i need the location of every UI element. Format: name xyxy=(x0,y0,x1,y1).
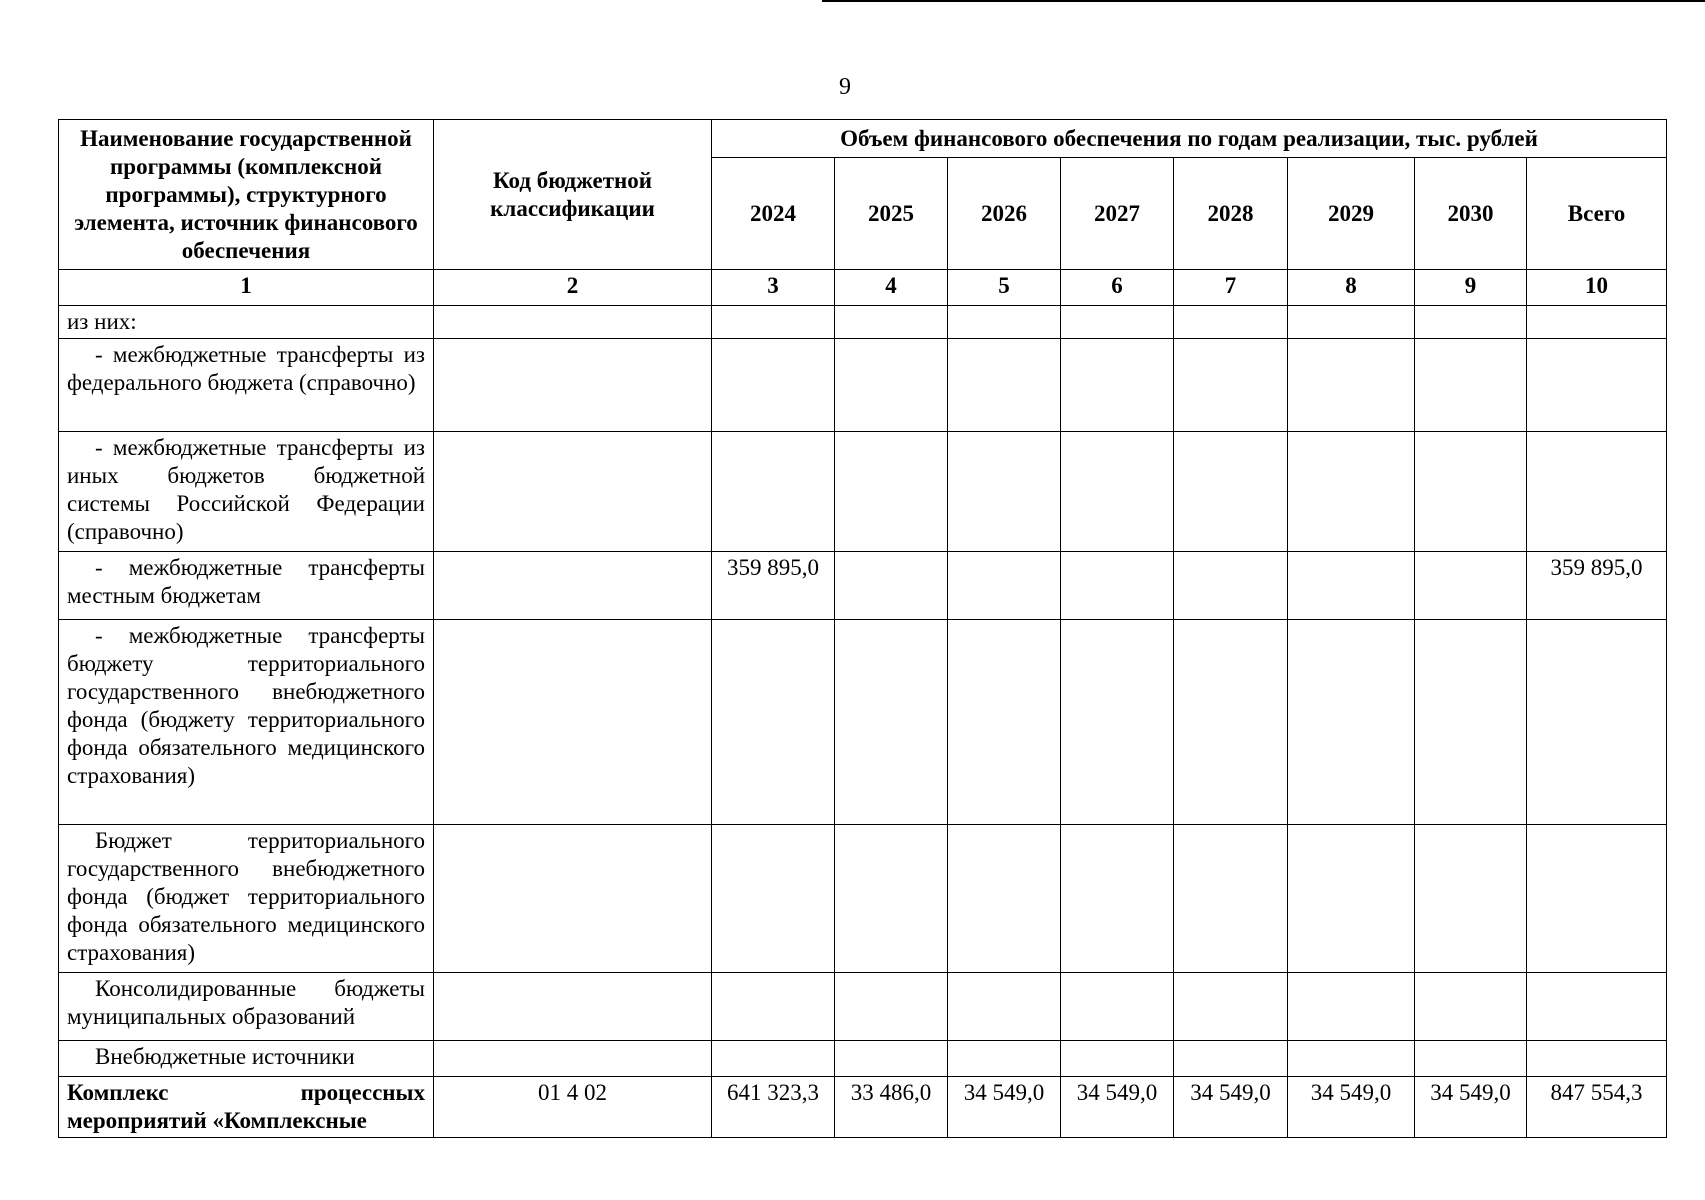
row-value xyxy=(948,339,1061,432)
row-value xyxy=(1061,1041,1174,1077)
row-value xyxy=(1174,973,1288,1041)
row-name: Консолидированные бюджеты муниципальных образований xyxy=(59,973,434,1041)
row-value xyxy=(712,973,835,1041)
row-value xyxy=(948,1041,1061,1077)
table-row xyxy=(59,552,1667,620)
column-number: 4 xyxy=(835,270,948,306)
column-number: 8 xyxy=(1288,270,1415,306)
row-value xyxy=(1174,620,1288,825)
row-value xyxy=(1061,339,1174,432)
row-value xyxy=(835,552,948,620)
row-value xyxy=(712,432,835,552)
column-number: 5 xyxy=(948,270,1061,306)
row-value: 33 486,0 xyxy=(835,1077,948,1138)
row-value xyxy=(1174,552,1288,620)
row-value xyxy=(1527,306,1667,339)
header-code: Код бюджетной классификации xyxy=(434,120,712,270)
row-value xyxy=(1415,973,1527,1041)
row-value xyxy=(1527,973,1667,1041)
row-code xyxy=(434,1041,712,1077)
row-value xyxy=(948,306,1061,339)
row-name: Внебюджетные источники xyxy=(59,1041,434,1077)
header-year: 2028 xyxy=(1174,158,1288,270)
row-name: Бюджет территориального государственного внебюджетного фонда (бюджет территориального фонда обязательного медицинского страхования) xyxy=(59,825,434,973)
header-year: 2027 xyxy=(1061,158,1174,270)
row-value xyxy=(712,339,835,432)
table-row xyxy=(59,306,1667,339)
row-value xyxy=(712,620,835,825)
header-year: 2026 xyxy=(948,158,1061,270)
row-value xyxy=(948,620,1061,825)
row-value xyxy=(948,973,1061,1041)
row-value xyxy=(1288,552,1415,620)
table-row xyxy=(59,1041,1667,1077)
row-value xyxy=(1415,620,1527,825)
row-code xyxy=(434,973,712,1041)
row-value xyxy=(1288,1041,1415,1077)
row-value xyxy=(835,432,948,552)
row-value xyxy=(1415,432,1527,552)
row-value xyxy=(1527,620,1667,825)
row-value: 641 323,3 xyxy=(712,1077,835,1138)
row-value xyxy=(835,306,948,339)
row-value xyxy=(1288,973,1415,1041)
row-value xyxy=(712,825,835,973)
row-value xyxy=(712,1041,835,1077)
row-value xyxy=(1415,552,1527,620)
row-value xyxy=(1288,825,1415,973)
column-number: 3 xyxy=(712,270,835,306)
row-value xyxy=(835,620,948,825)
row-value xyxy=(1174,432,1288,552)
column-number: 2 xyxy=(434,270,712,306)
row-value: 34 549,0 xyxy=(1288,1077,1415,1138)
page-number: 9 xyxy=(839,74,851,100)
row-value xyxy=(835,973,948,1041)
row-value: 34 549,0 xyxy=(1174,1077,1288,1138)
row-value xyxy=(1061,825,1174,973)
row-value: 34 549,0 xyxy=(1061,1077,1174,1138)
column-number: 1 xyxy=(59,270,434,306)
row-value xyxy=(712,306,835,339)
financing-table xyxy=(58,119,1667,1138)
row-value xyxy=(1415,1041,1527,1077)
row-value xyxy=(1288,306,1415,339)
row-name: - межбюджетные трансферты из федерального бюджета (справочно) xyxy=(59,339,434,432)
column-number-row xyxy=(59,270,1667,306)
row-name: - межбюджетные трансферты бюджету территориального государственного внебюджетного фонда (бюджету территориального фонда обязательного медицинского страхования) xyxy=(59,620,434,825)
column-number: 7 xyxy=(1174,270,1288,306)
row-value xyxy=(835,825,948,973)
row-value xyxy=(835,1041,948,1077)
row-value xyxy=(1288,620,1415,825)
row-name: - межбюджетные трансферты из иных бюджетов бюджетной системы Российской Федерации (справочно) xyxy=(59,432,434,552)
row-value xyxy=(1174,1041,1288,1077)
header-name: Наименование государственной программы (комплексной программы), структурного элемента, источник финансового обеспечения xyxy=(59,120,434,270)
row-name: - межбюджетные трансферты местным бюджетам xyxy=(59,552,434,620)
header-group-title: Объем финансового обеспечения по годам реализации, тыс. рублей xyxy=(712,120,1667,158)
row-value xyxy=(948,432,1061,552)
row-code xyxy=(434,620,712,825)
row-value xyxy=(1415,339,1527,432)
header-total: Всего xyxy=(1527,158,1667,270)
table-row xyxy=(59,825,1667,973)
row-value xyxy=(1527,1041,1667,1077)
row-value: 34 549,0 xyxy=(948,1077,1061,1138)
row-value xyxy=(1061,432,1174,552)
header-year: 2030 xyxy=(1415,158,1527,270)
row-value xyxy=(1061,552,1174,620)
row-value: 847 554,3 xyxy=(1527,1077,1667,1138)
header-year: 2029 xyxy=(1288,158,1415,270)
row-value xyxy=(948,825,1061,973)
header-year: 2024 xyxy=(712,158,835,270)
row-code xyxy=(434,306,712,339)
table-row xyxy=(59,973,1667,1041)
row-value xyxy=(1061,306,1174,339)
row-value xyxy=(1288,432,1415,552)
table-row xyxy=(59,1077,1667,1138)
row-value xyxy=(1174,825,1288,973)
header-row-1 xyxy=(59,120,1667,158)
header-year: 2025 xyxy=(835,158,948,270)
row-value xyxy=(1527,432,1667,552)
column-number: 9 xyxy=(1415,270,1527,306)
row-value xyxy=(1415,825,1527,973)
row-value xyxy=(1061,620,1174,825)
row-value xyxy=(835,339,948,432)
row-value: 359 895,0 xyxy=(712,552,835,620)
row-name: Комплекс процессных мероприятий «Комплексные xyxy=(59,1077,434,1138)
table-row xyxy=(59,620,1667,825)
row-value: 34 549,0 xyxy=(1415,1077,1527,1138)
row-code: 01 4 02 xyxy=(434,1077,712,1138)
column-number: 10 xyxy=(1527,270,1667,306)
row-value xyxy=(1288,339,1415,432)
row-code xyxy=(434,432,712,552)
row-value xyxy=(1527,825,1667,973)
table-row xyxy=(59,432,1667,552)
row-value xyxy=(948,552,1061,620)
row-value xyxy=(1415,306,1527,339)
row-value xyxy=(1174,339,1288,432)
row-name: из них: xyxy=(59,306,434,339)
row-value xyxy=(1174,306,1288,339)
row-value: 359 895,0 xyxy=(1527,552,1667,620)
table-row xyxy=(59,339,1667,432)
row-code xyxy=(434,552,712,620)
row-code xyxy=(434,825,712,973)
row-value xyxy=(1061,973,1174,1041)
row-code xyxy=(434,339,712,432)
column-number: 6 xyxy=(1061,270,1174,306)
top-rule xyxy=(822,0,1705,2)
row-value xyxy=(1527,339,1667,432)
